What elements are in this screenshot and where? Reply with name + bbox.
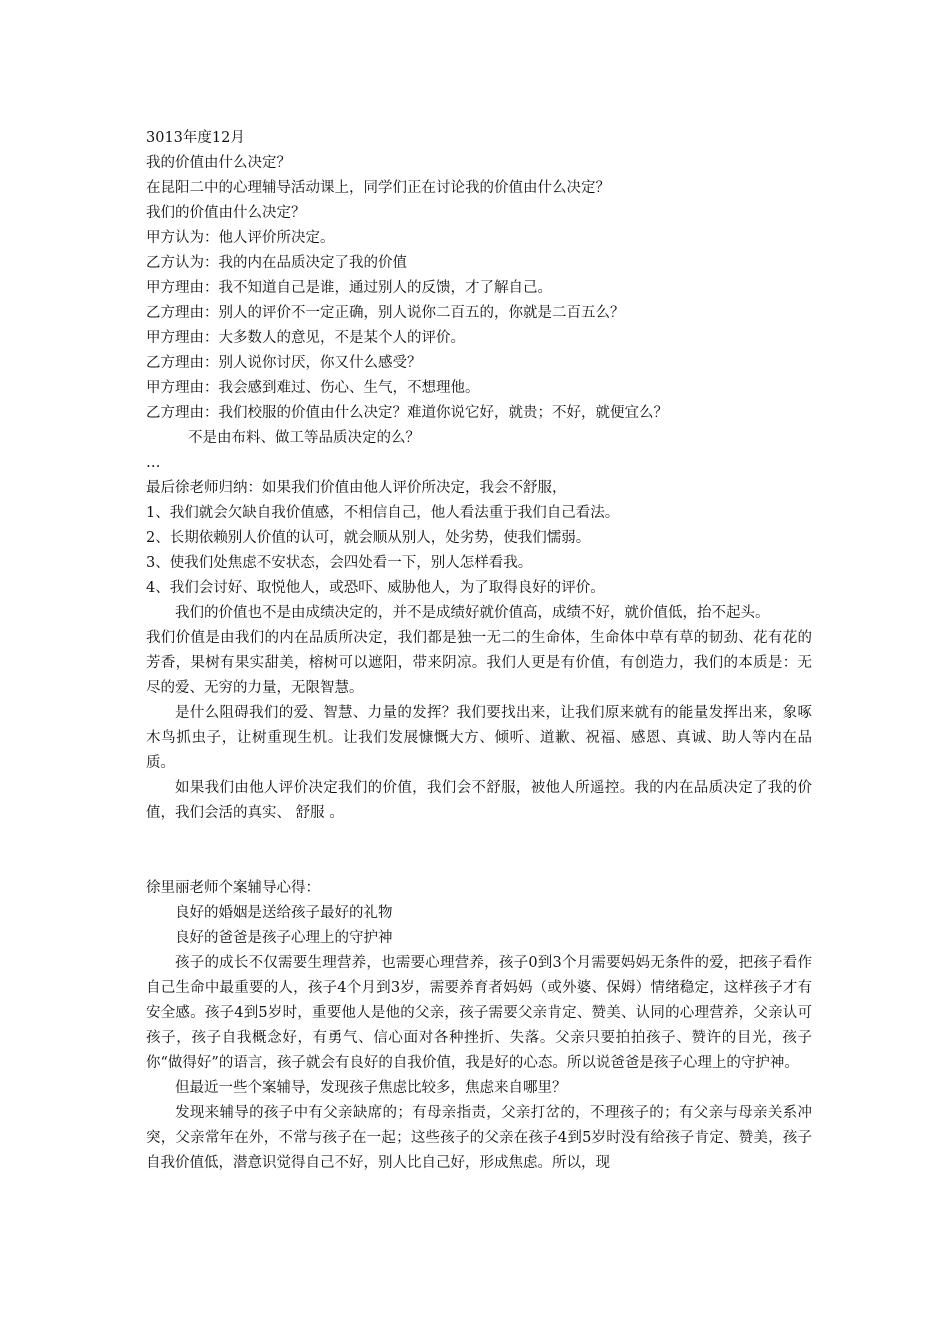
doc-question: 我们的价值由什么决定？: [146, 205, 306, 221]
debate-continuation: 不是由布料、做工等品质决定的么？: [188, 430, 420, 446]
debate-line: 甲方认为：他人评价所决定。: [146, 230, 335, 246]
debate-line: 乙方理由：我们校服的价值由什么决定？难道你说它好，就贵；不好，就便宜么？: [146, 405, 668, 421]
body-paragraph: 是什么阻碍我们的爱、智慧、力量的发挥？我们要找出来，让我们原来就有的能量发挥出来，象啄木鸟抓虫子，让树重现生机。让我们发展慷慨大方、倾听、道歉、祝福、感恩、真诚、助人等内在品质。: [146, 705, 812, 771]
doc-title: 我的价值由什么决定？: [146, 155, 291, 171]
summary-point: 1、我们就会欠缺自我价值感，不相信自己，他人看法重于我们自己看法。: [146, 505, 620, 521]
doc-date: 3013年度12月: [146, 130, 245, 146]
doc-intro: 在昆阳二中的心理辅导活动课上，同学们正在讨论我的价值由什么决定？: [146, 180, 610, 196]
summary-intro: 最后徐老师归纳：如果我们价值由他人评价所决定，我会不舒服，: [146, 480, 567, 496]
ellipsis: …: [146, 455, 161, 471]
section2-paragraph: 但最近一些个案辅导，发现孩子焦虑比较多，焦虑来自哪里？: [175, 1080, 567, 1096]
section-spacer: [146, 826, 812, 876]
debate-line: 甲方理由：大多数人的意见，不是某个人的评价。: [146, 330, 465, 346]
debate-line: 乙方认为：我的内在品质决定了我的价值: [146, 255, 407, 271]
section2-paragraph: 发现来辅导的孩子中有父亲缺席的；有母亲指责，父亲打岔的，不理孩子的；有父亲与母亲关系冲突，父亲常年在外，不常与孩子在一起；这些孩子的父亲在孩子4到5岁时没有给孩子肯定、赞美，孩子自我价值低，潜意识觉得自己不好，别人比自己好，形成焦虑。所以，现: [146, 1105, 812, 1171]
summary-point: 4、我们会讨好、取悦他人，或恐吓、威胁他人，为了取得良好的评价。: [146, 580, 605, 596]
document-page: [146, 126, 812, 1176]
section2-line: 良好的爸爸是孩子心理上的守护神: [175, 930, 393, 946]
debate-list: [146, 226, 812, 451]
debate-line: 甲方理由：我会感到难过、伤心、生气，不想理他。: [146, 380, 480, 396]
section2-line: 良好的婚姻是送给孩子最好的礼物: [175, 905, 393, 921]
summary-points: [146, 501, 812, 601]
summary-point: 3、使我们处焦虑不安状态，会四处看一下，别人怎样看我。: [146, 555, 533, 571]
body-paragraph: 如果我们由他人评价决定我们的价值，我们会不舒服，被他人所遥控。我的内在品质决定了我的价值，我们会活的真实、 舒服 。: [146, 780, 812, 821]
debate-line: 乙方理由：别人说你讨厌，你又什么感受？: [146, 355, 422, 371]
section2-heading: 徐里丽老师个案辅导心得：: [146, 880, 320, 896]
section2-paragraph: 孩子的成长不仅需要生理营养，也需要心理营养，孩子0到3个月需要妈妈无条件的爱，把孩子看作自己生命中最重要的人，孩子4个月到3岁，需要养育者妈妈（或外婆、保姆）情绪稳定，这样孩子才有安全感。孩子4到5岁时，重要他人是他的父亲，孩子需要父亲肯定、赞美、认同的心理营养，父亲认可孩子，孩子自我概念好，有勇气、信心面对各种挫折、失落。父亲只要拍拍孩子、赞许的目光，孩子你“做得好”的语言，孩子就会有良好的自我价值，我是好的心态。所以说爸爸是孩子心理上的守护神。: [146, 955, 812, 1071]
summary-point: 2、长期依赖别人价值的认可，就会顺从别人，处劣势，使我们懦弱。: [146, 530, 591, 546]
body-paragraph: 我们的价值也不是由成绩决定的，并不是成绩好就价值高，成绩不好，就价值低，抬不起头。: [175, 605, 770, 621]
debate-line: 乙方理由：别人的评价不一定正确，别人说你二百五的，你就是二百五么？: [146, 305, 625, 321]
debate-line: 甲方理由：我不知道自己是谁，通过别人的反馈，才了解自己。: [146, 280, 552, 296]
body-paragraph: 我们价值是由我们的内在品质所决定，我们都是独一无二的生命体，生命体中草有草的韧劲、花有花的芳香，果树有果实甜美，榕树可以遮阳，带来阴凉。我们人更是有价值，有创造力，我们的本质是：无尽的爱、无穷的力量，无限智慧。: [146, 630, 812, 696]
